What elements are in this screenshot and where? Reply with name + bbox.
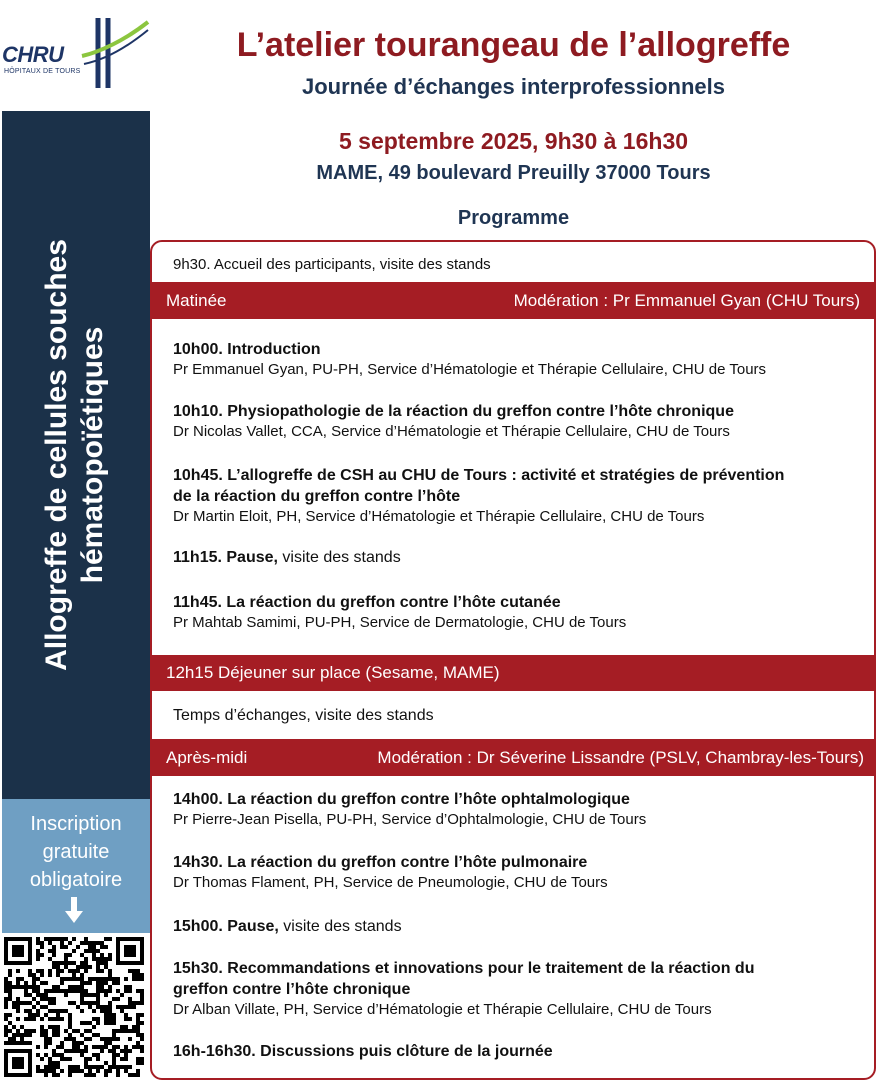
agenda-item-speaker: Dr Thomas Flament, PH, Service de Pneumologie, CHU de Tours — [173, 874, 608, 891]
arrow-down-icon — [64, 895, 84, 925]
logo-subtext: HÔPITAUX DE TOURS — [4, 68, 81, 75]
chru-logo — [2, 14, 152, 94]
agenda-item-title-line-2: greffon contre l’hôte chronique — [173, 981, 411, 998]
agenda-item-title-line-1: 10h45. L’allogreffe de CSH au CHU de Tours : activité et stratégies de prévention — [173, 467, 785, 484]
agenda-item-title: 14h30. La réaction du greffon contre l’hôte pulmonaire — [173, 854, 588, 871]
pause-detail: visite des stands — [278, 918, 402, 935]
logo-wordmark: CHRU — [2, 42, 64, 67]
sidebar-vertical-title — [39, 111, 111, 799]
agenda-item-speaker: Pr Mahtab Samimi, PU-PH, Service de Dermatologie, CHU de Tours — [173, 614, 627, 631]
afternoon-moderation: Modération : Dr Séverine Lissandre (PSLV, Chambray-les-Tours) — [377, 748, 864, 767]
agenda-item-1400 — [173, 789, 863, 830]
agenda-item-speaker: Dr Alban Villate, PH, Service d’Hématologie et Thérapie Cellulaire, CHU de Tours — [173, 1001, 712, 1018]
afternoon-label: Après-midi — [166, 748, 248, 767]
event-date: 5 septembre 2025, 9h30 à 16h30 — [338, 128, 689, 154]
agenda-item-title: 11h45. La réaction du greffon contre l’hôte cutanée — [173, 594, 561, 611]
exchange-text: Temps d’échanges, visite des stands — [173, 707, 434, 724]
agenda-item-1115-pause — [173, 547, 863, 568]
agenda-item-speaker: Dr Nicolas Vallet, CCA, Service d’Hématologie et Thérapie Cellulaire, CHU de Tours — [173, 423, 730, 440]
page-subtitle: Journée d’échanges interprofessionnels — [301, 74, 725, 99]
agenda-item-1145 — [173, 592, 863, 633]
agenda-item-title: 10h10. Physiopathologie de la réaction du greffon contre l’hôte chronique — [173, 403, 734, 420]
registration-line-3: obligatoire — [29, 869, 123, 891]
agenda-item-1010 — [173, 401, 863, 442]
lunch-text: 12h15 Déjeuner sur place (Sesame, MAME) — [166, 663, 500, 682]
registration-line-2: gratuite — [42, 841, 110, 863]
program-frame — [150, 240, 876, 1080]
sidebar-title-line-1: Allogreffe de cellules souches — [40, 239, 73, 671]
registration-line-1: Inscription — [30, 813, 122, 835]
agenda-item-title: 16h-16h30. Discussions puis clôture de la journée — [173, 1043, 553, 1060]
registration-text — [2, 810, 150, 894]
registration-qr-code[interactable] — [4, 937, 144, 1077]
agenda-item-1530 — [173, 958, 863, 1020]
pause-label: 15h00. Pause, — [173, 918, 279, 935]
agenda-item-1430 — [173, 852, 863, 893]
agenda-item-1600 — [173, 1041, 863, 1062]
agenda-item-title: 14h00. La réaction du greffon contre l’hôte ophtalmologique — [173, 791, 630, 808]
welcome-row — [152, 242, 874, 282]
agenda-item-speaker: Pr Emmanuel Gyan, PU-PH, Service d’Hématologie et Thérapie Cellulaire, CHU de Tours — [173, 361, 767, 378]
sidebar-title-line-2: hématopoïétiques — [76, 326, 109, 584]
page-title: L’atelier tourangeau de l’allogreffe — [236, 26, 791, 64]
agenda-item-title: 10h00. Introduction — [173, 341, 321, 358]
afternoon-band — [152, 739, 874, 776]
agenda-item-1045 — [173, 465, 863, 527]
lunch-band — [152, 655, 874, 691]
chru-logo-mark-icon — [80, 14, 152, 92]
agenda-item-1000 — [173, 339, 863, 380]
agenda-item-speaker: Dr Martin Eloit, PH, Service d’Hématologie et Thérapie Cellulaire, CHU de Tours — [173, 508, 705, 525]
pause-detail: visite des stands — [277, 549, 401, 566]
exchange-row — [152, 691, 874, 739]
morning-label: Matinée — [166, 291, 227, 310]
event-venue: MAME, 49 boulevard Preuilly 37000 Tours — [316, 162, 711, 184]
pause-label: 11h15. Pause, — [173, 549, 278, 566]
agenda-item-title-line-1: 15h30. Recommandations et innovations pour le traitement de la réaction du — [173, 960, 755, 977]
agenda-item-1500-pause — [173, 916, 863, 937]
agenda-item-speaker: Pr Pierre-Jean Pisella, PU-PH, Service d’Ophtalmologie, CHU de Tours — [173, 811, 647, 828]
morning-moderation: Modération : Pr Emmanuel Gyan (CHU Tours) — [513, 291, 860, 310]
agenda-item-title-line-2: de la réaction du greffon contre l’hôte — [173, 488, 461, 505]
morning-band — [152, 282, 874, 319]
welcome-text: 9h30. Accueil des participants, visite des stands — [173, 256, 491, 273]
program-heading: Programme — [457, 207, 570, 229]
